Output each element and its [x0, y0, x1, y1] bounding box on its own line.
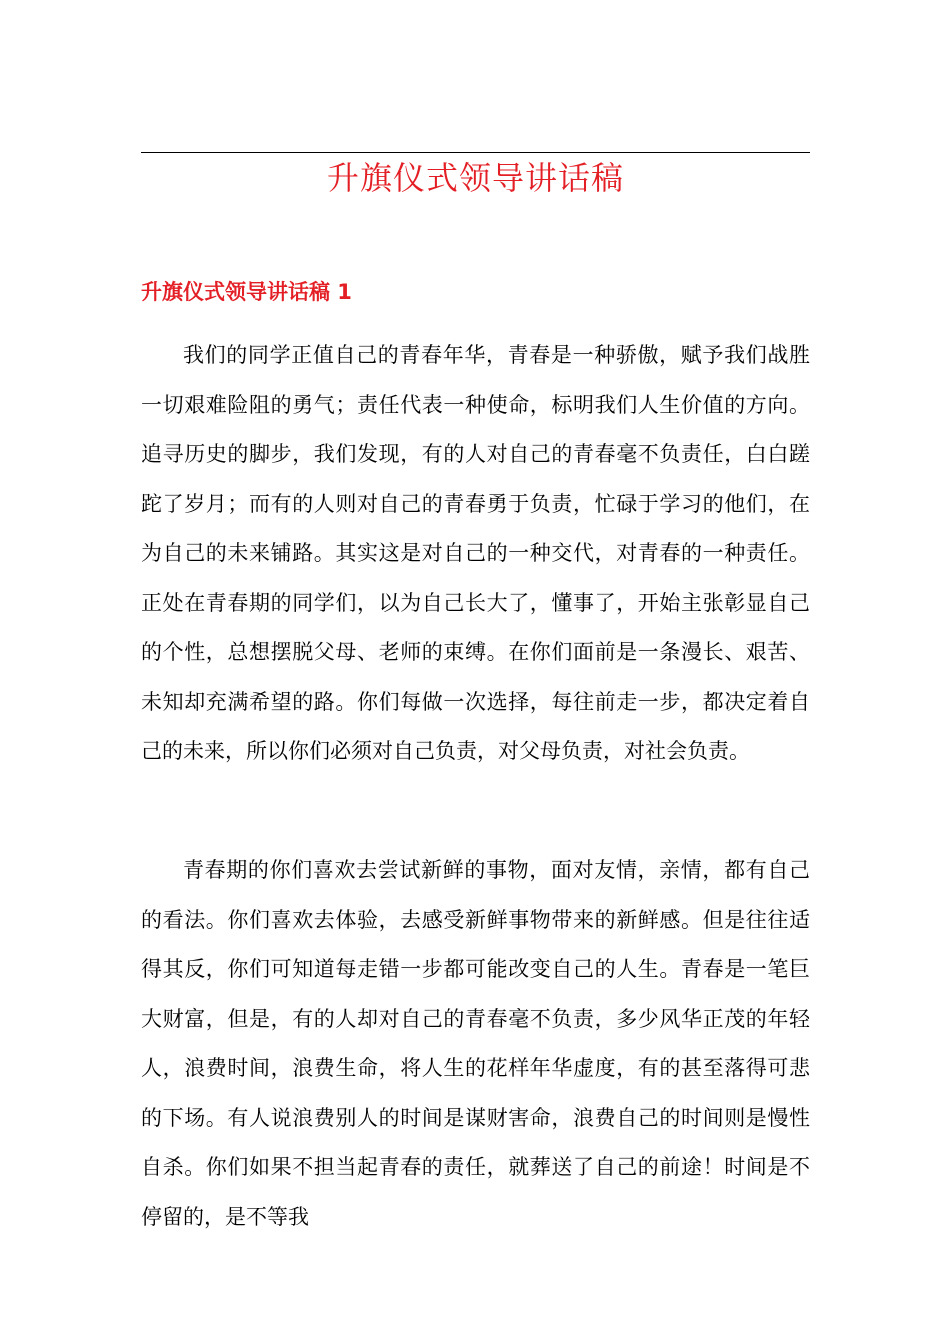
body-paragraph-1: 我们的同学正值自己的青春年华，青春是一种骄傲，赋予我们战胜一切艰难险阻的勇气；责任代表一种使命，标明我们人生价值的方向。追寻历史的脚步，我们发现，有的人对自己的青春毫不负责任，白白蹉跎了岁月；而有的人则对自己的青春勇于负责，忙碌于学习的他们，在为自己的未来铺路。其实这是对自己的一种交代，对青春的一种责任。正处在青春期的同学们，以为自己长大了，懂事了，开始主张彰显自己的个性，总想摆脱父母、老师的束缚。在你们面前是一条漫长、艰苦、未知却充满希望的路。你们每做一次选择，每往前走一步，都决定着自己的未来，所以你们必须对自己负责，对父母负责，对社会负责。	[141, 343, 810, 763]
section-heading: 升旗仪式领导讲话稿 1	[141, 280, 352, 304]
document-title: 升旗仪式领导讲话稿	[326, 159, 624, 197]
body-paragraph-2: 青春期的你们喜欢去尝试新鲜的事物，面对友情，亲情，都有自己的看法。你们喜欢去体验，去感受新鲜事物带来的新鲜感。但是往往适得其反，你们可知道每走错一步都可能改变自己的人生。青春是一笔巨大财富，但是，有的人却对自己的青春毫不负责，多少风华正茂的年轻人，浪费时间，浪费生命，将人生的花样年华虚度，有的甚至落得可悲的下场。有人说浪费别人的时间是谋财害命，浪费自己的时间则是慢性自杀。你们如果不担当起青春的责任，就葬送了自己的前途！时间是不停留的，是不等我	[141, 858, 810, 1229]
title-divider-line	[141, 152, 810, 153]
